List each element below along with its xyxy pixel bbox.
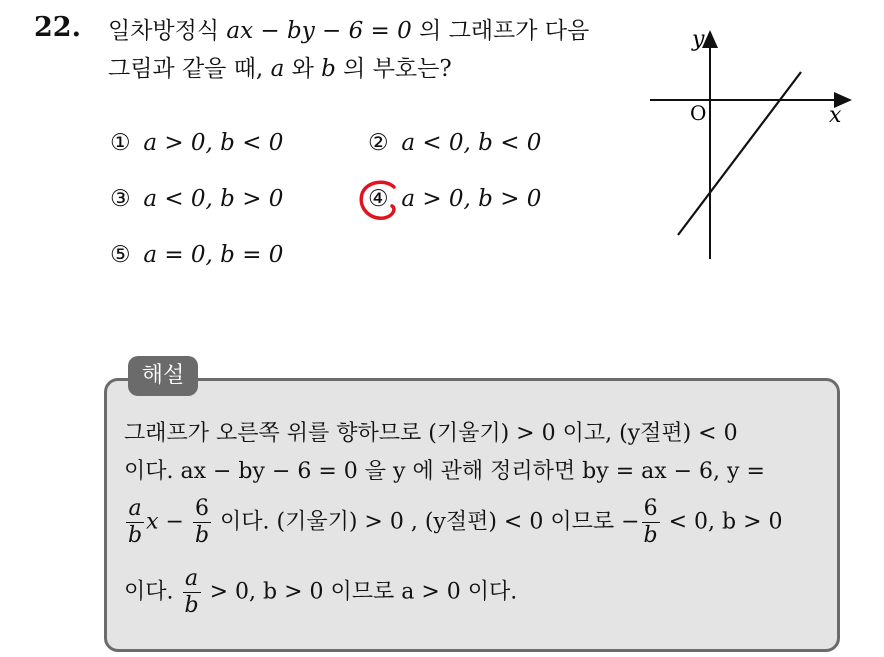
fraction-6-over-b <box>642 496 660 549</box>
fraction-denominator: b <box>643 523 658 548</box>
fraction-6-over-b <box>193 496 211 549</box>
question-number: 22. <box>34 12 81 43</box>
choice-text: a = 0, b = 0 <box>143 242 284 268</box>
fraction-denominator: b <box>128 523 143 548</box>
choice-mark: ⑤ <box>110 242 131 268</box>
equation: ax − by − 6 = 0 <box>226 18 412 44</box>
choice-mark: ④ <box>368 186 389 212</box>
y-axis-label: y <box>692 27 705 52</box>
question-text-part: 의 부호는? <box>335 56 452 82</box>
fraction-denominator: b <box>194 523 210 548</box>
solution-text-part: 이다. (기울기) > 0 , (y절편) < 0 이므로 − <box>213 509 640 535</box>
fraction-denominator: b <box>184 593 199 618</box>
fraction-a-over-b <box>183 566 201 619</box>
fraction-a-over-b <box>126 496 144 549</box>
choice-mark: ③ <box>110 186 131 212</box>
choice-text: a < 0, b < 0 <box>401 130 542 156</box>
question-text-part: 일차방정식 <box>108 18 227 44</box>
solution-line-2: 이다. ax − by − 6 = 0 을 y 에 관해 정리하면 by = ax − 6, y = <box>124 459 765 484</box>
selected-answer-circle-icon <box>356 178 406 224</box>
choice-2[interactable] <box>368 130 541 156</box>
question-text-line-2 <box>108 52 452 86</box>
choice-1[interactable] <box>110 130 283 156</box>
question-text-line-1 <box>108 14 589 48</box>
question-text-part: 그림과 같을 때, <box>108 56 271 82</box>
solution-text-part: < 0, b > 0 <box>661 509 783 535</box>
graph-line <box>678 72 801 235</box>
variable-b: b <box>321 56 336 82</box>
choice-5[interactable] <box>110 242 283 268</box>
question-text-part: 와 <box>284 56 322 82</box>
fraction-numerator: 6 <box>642 496 660 523</box>
solution-tag: 해설 <box>128 356 198 396</box>
origin-label: O <box>690 101 707 125</box>
solution-text-part: x − <box>146 509 184 535</box>
fraction-numerator: a <box>126 496 144 523</box>
choice-3[interactable] <box>110 186 283 212</box>
solution-text-part: 이다. <box>124 579 181 605</box>
choice-mark: ② <box>368 130 389 156</box>
solution-line-4 <box>124 566 517 619</box>
fraction-numerator: 6 <box>193 496 211 523</box>
choice-text: a > 0, b < 0 <box>143 130 284 156</box>
question-text-part: 의 그래프가 다음 <box>411 18 590 44</box>
line-graph <box>640 24 860 264</box>
choice-text: a < 0, b > 0 <box>143 186 284 212</box>
solution-text-part: > 0, b > 0 이므로 a > 0 이다. <box>202 579 518 605</box>
variable-a: a <box>270 56 285 82</box>
x-axis-label: x <box>829 103 842 128</box>
fraction-numerator: a <box>183 566 201 593</box>
solution-line-3 <box>124 496 783 549</box>
solution-line-1: 그래프가 오른쪽 위를 향하므로 (기울기) > 0 이고, (y절편) < 0 <box>124 421 738 446</box>
choice-mark: ① <box>110 130 131 156</box>
choice-text: a > 0, b > 0 <box>401 186 542 212</box>
